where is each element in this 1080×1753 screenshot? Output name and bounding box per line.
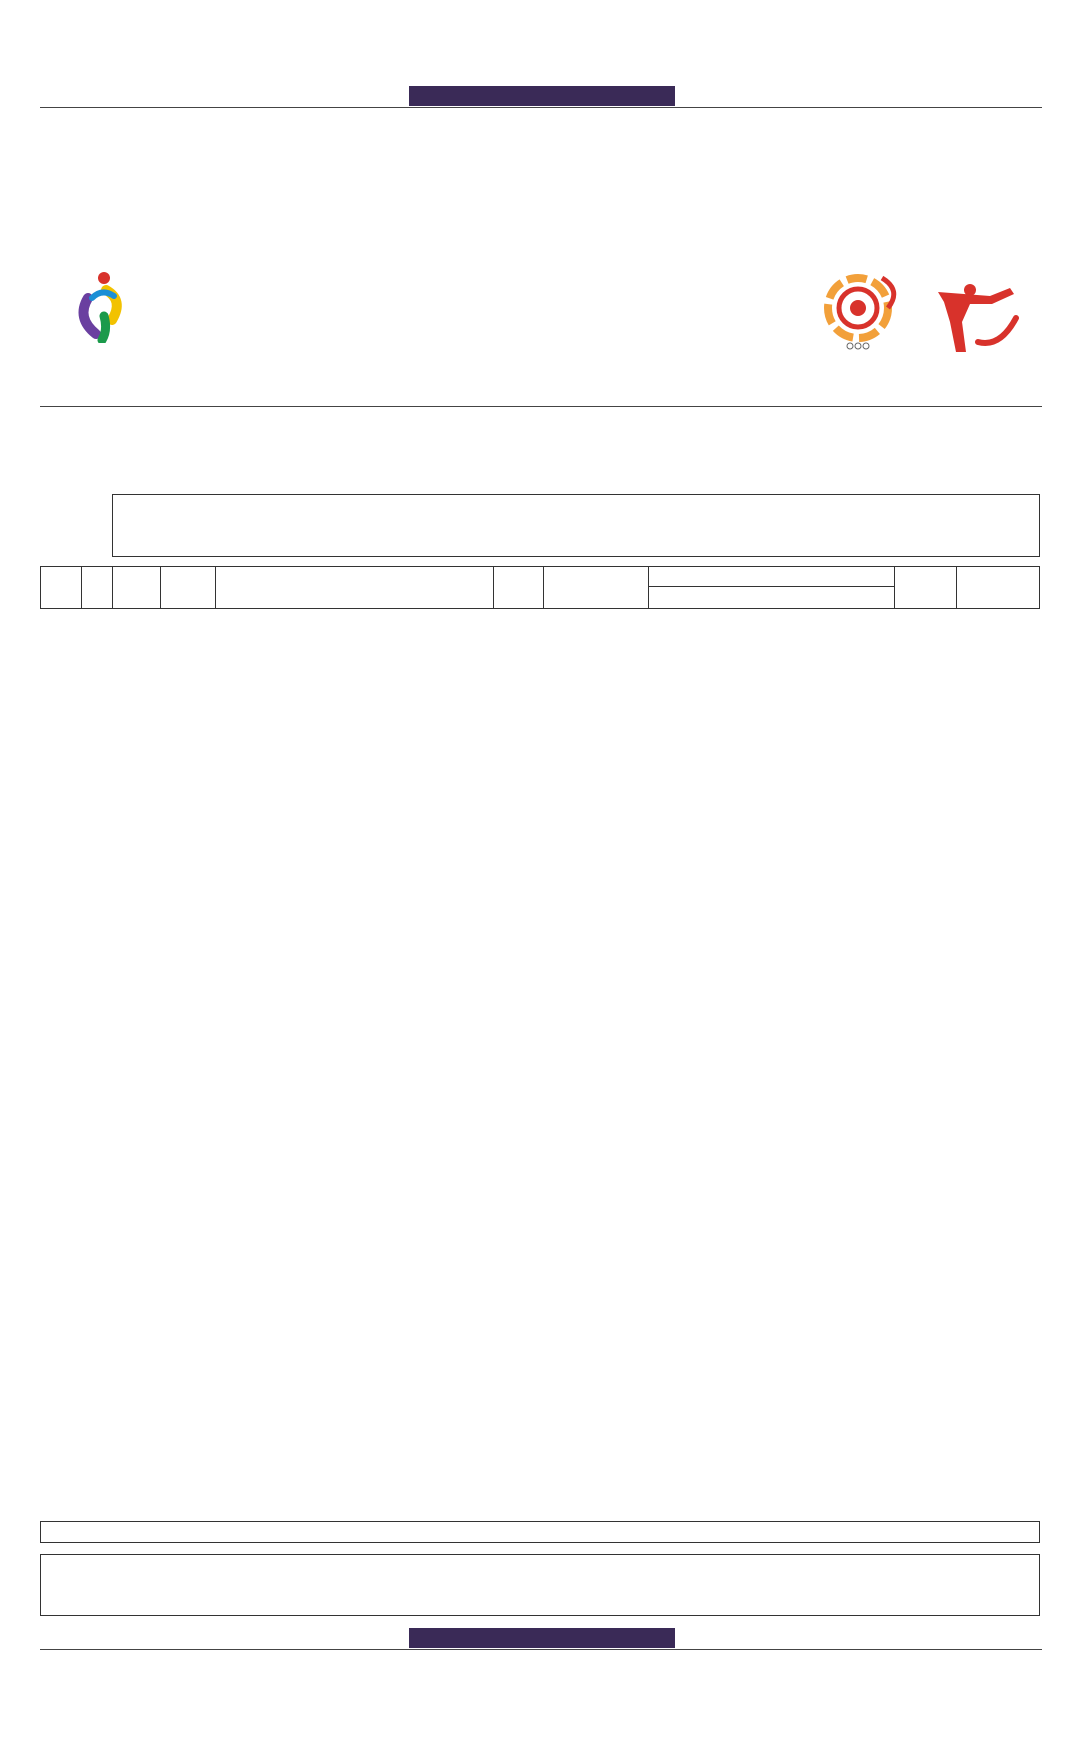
summary-box (40, 1521, 1040, 1543)
timing-banner-2 (409, 1628, 675, 1648)
shooting-pictogram-icon (930, 282, 1020, 362)
asian-games-emblem-icon (66, 268, 146, 343)
timing-banner (409, 86, 675, 106)
footer-divider-2 (40, 1649, 1042, 1650)
shooting-pictogram (930, 282, 1020, 362)
table-header (40, 566, 1040, 609)
header-divider (40, 406, 1042, 407)
oca-emblem-icon (816, 270, 906, 352)
footer-divider (40, 107, 1042, 108)
asian-games-logo (66, 268, 146, 368)
oca-logo (816, 270, 906, 370)
records-box (112, 494, 1040, 557)
legend-box (40, 1554, 1040, 1616)
